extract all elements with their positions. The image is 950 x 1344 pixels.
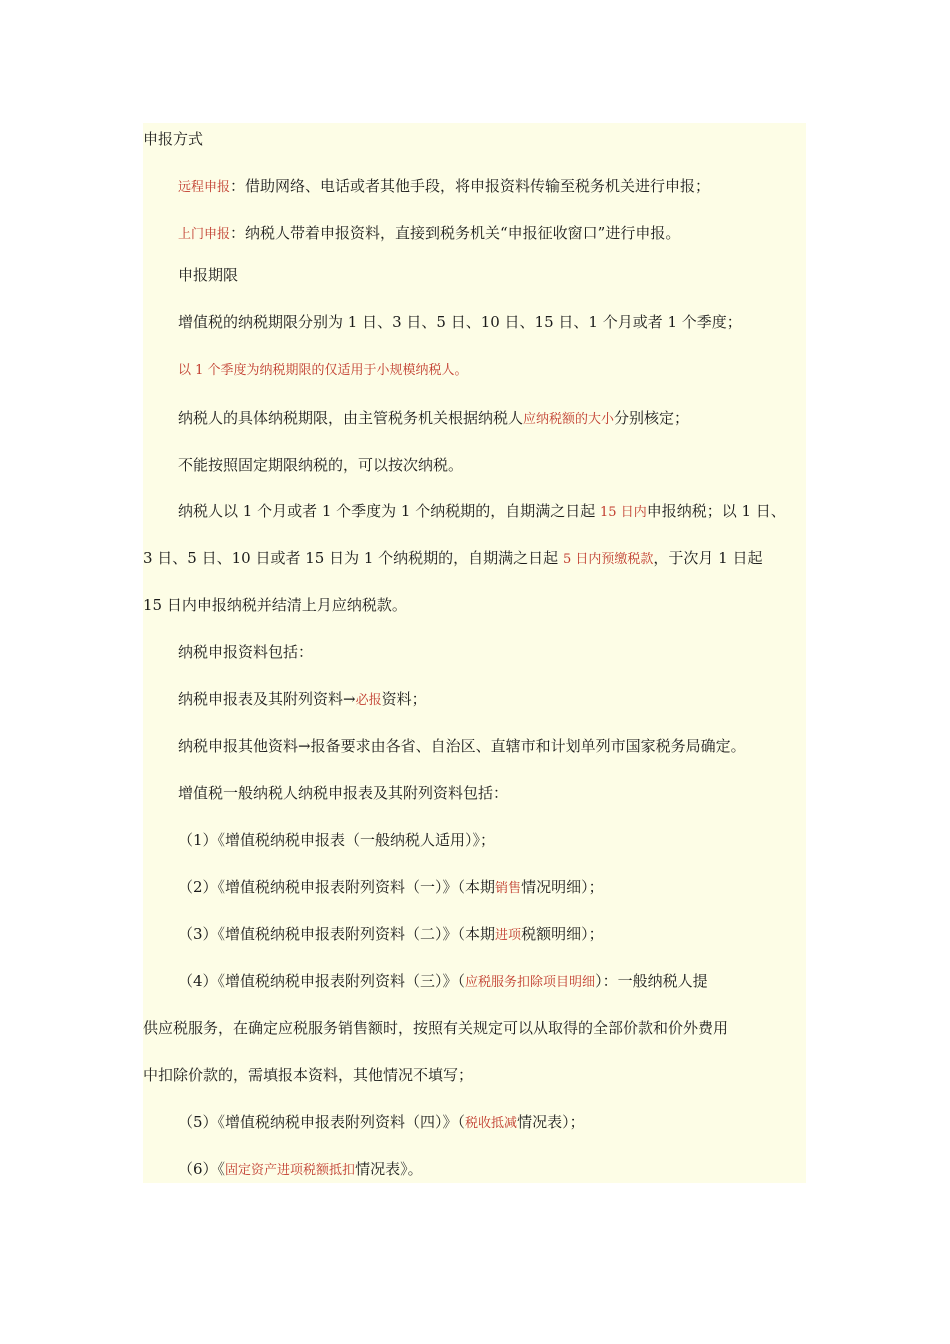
list-item-2: （2）《增值税纳税申报表附列资料（一）》（本期销售情况明细）；	[178, 878, 604, 896]
heading-report-method: 申报方式	[143, 130, 204, 148]
other-materials-line: 纳税申报其他资料→报备要求由各省、自治区、直辖市和计划单列市国家税务局确定。	[178, 737, 746, 755]
list-item-6: （6）《固定资产进项税额抵扣情况表》。	[178, 1160, 423, 1178]
highlighted-text-block	[143, 123, 806, 1183]
required-materials-line: 纳税申报表及其附列资料→必报资料；	[178, 690, 427, 708]
list-item-4: （4）《增值税纳税申报表附列资料（三）》（应税服务扣除项目明细）：一般纳税人提	[178, 972, 708, 990]
general-taxpayer-heading: 增值税一般纳税人纳税申报表及其附列资料包括：	[178, 784, 509, 802]
per-transaction-line: 不能按照固定期限纳税的，可以按次纳税。	[178, 456, 464, 474]
remote-declaration-line: 远程申报：借助网络、电话或者其他手段，将申报资料传输至税务机关进行申报；	[178, 177, 711, 195]
remote-declaration-term: 远程申报	[178, 180, 231, 195]
tax-period-line: 增值税的纳税期限分别为 1 日、3 日、5 日、10 日、15 日、1 个月或者 1 个季度；	[178, 313, 742, 331]
heading-report-period: 申报期限	[178, 266, 239, 284]
specific-period-line: 纳税人的具体纳税期限，由主管税务机关根据纳税人应纳税额的大小分别核定；	[178, 409, 690, 427]
materials-heading: 纳税申报资料包括：	[178, 643, 314, 661]
list-item-4-cont-1: 供应税服务，在确定应税服务销售额时，按照有关规定可以从取得的全部价款和价外费用	[143, 1019, 729, 1037]
list-item-1: （1）《增值税纳税申报表（一般纳税人适用）》；	[178, 831, 496, 849]
onsite-declaration-term: 上门申报	[178, 227, 231, 242]
list-item-5: （5）《增值税纳税申报表附列资料（四）》（税收抵减情况表）；	[178, 1113, 585, 1131]
settlement-line: 15 日内申报纳税并结清上月应纳税款。	[143, 596, 407, 614]
onsite-declaration-line: 上门申报：纳税人带着申报资料，直接到税务机关“申报征收窗口”进行申报。	[178, 224, 681, 242]
list-item-3: （3）《增值税纳税申报表附列资料（二）》（本期进项税额明细）；	[178, 925, 604, 943]
list-item-4-cont-2: 中扣除价款的，需填报本资料，其他情况不填写；	[143, 1066, 474, 1084]
quarterly-period-note: 以 1 个季度为纳税期限的仅适用于小规模纳税人。	[178, 363, 468, 378]
monthly-period-line: 纳税人以 1 个月或者 1 个季度为 1 个纳税期的，自期满之日起 15 日内申报纳税；以 1 日、	[178, 502, 786, 520]
short-period-line: 3 日、5 日、10 日或者 15 日为 1 个纳税期的，自期满之日起 5 日内预缴税款，于次月 1 日起	[143, 549, 763, 567]
